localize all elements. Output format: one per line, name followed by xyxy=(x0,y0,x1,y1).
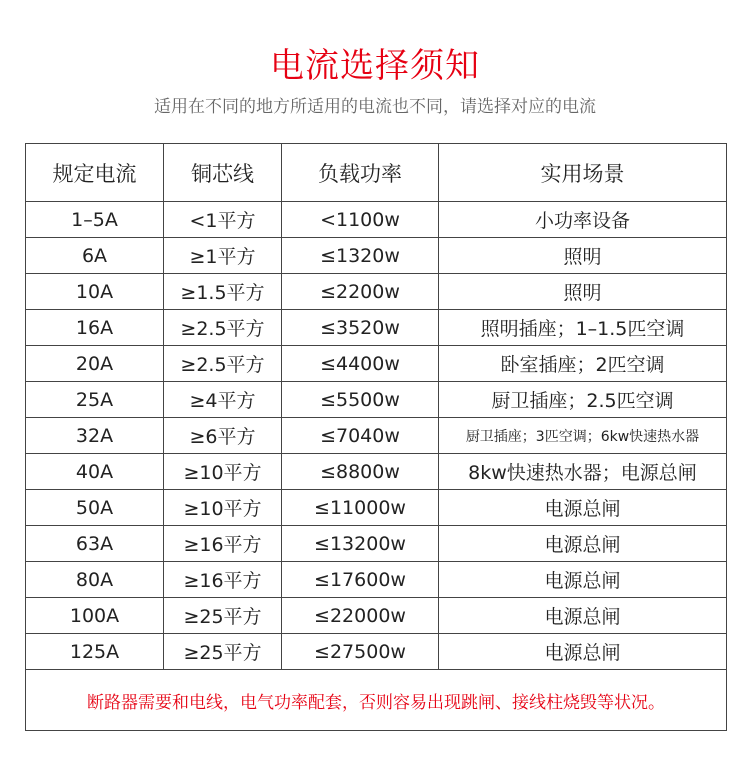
cell-current: 20A xyxy=(26,346,164,382)
table-row xyxy=(26,346,727,382)
cell-current: 6A xyxy=(26,238,164,274)
header-load-power: 负载功率 xyxy=(282,144,439,202)
cell-power: ≤8800w xyxy=(282,454,439,490)
cell-scene: 小功率设备 xyxy=(439,202,727,238)
cell-wire: <1平方 xyxy=(164,202,282,238)
table-note: 断路器需要和电线，电气功率配套，否则容易出现跳闸、接线柱烧毁等状况。 xyxy=(26,670,727,731)
cell-wire: ≥1平方 xyxy=(164,238,282,274)
cell-power: ≤7040w xyxy=(282,418,439,454)
table-row xyxy=(26,202,727,238)
cell-scene: 电源总闸 xyxy=(439,598,727,634)
cell-wire: ≥1.5平方 xyxy=(164,274,282,310)
cell-current: 40A xyxy=(26,454,164,490)
cell-scene: 8kw快速热水器；电源总闸 xyxy=(439,454,727,490)
cell-current: 1–5A xyxy=(26,202,164,238)
table-note-row xyxy=(26,670,727,731)
cell-scene: 电源总闸 xyxy=(439,562,727,598)
cell-wire: ≥25平方 xyxy=(164,634,282,670)
cell-current: 32A xyxy=(26,418,164,454)
page-subtitle: 适用在不同的地方所适用的电流也不同，请选择对应的电流 xyxy=(154,97,596,117)
cell-scene: 厨卫插座；2.5匹空调 xyxy=(439,382,727,418)
cell-current: 50A xyxy=(26,490,164,526)
cell-power: ≤2200w xyxy=(282,274,439,310)
cell-current: 80A xyxy=(26,562,164,598)
cell-power: ≤3520w xyxy=(282,310,439,346)
table-row xyxy=(26,454,727,490)
cell-scene: 照明 xyxy=(439,274,727,310)
table-row xyxy=(26,382,727,418)
table-row xyxy=(26,238,727,274)
cell-current: 16A xyxy=(26,310,164,346)
cell-wire: ≥2.5平方 xyxy=(164,310,282,346)
current-spec-table xyxy=(25,143,727,731)
page-title: 电流选择须知 xyxy=(270,46,480,86)
table-row xyxy=(26,274,727,310)
table-row xyxy=(26,490,727,526)
cell-power: ≤22000w xyxy=(282,598,439,634)
cell-power: ≤1320w xyxy=(282,238,439,274)
cell-wire: ≥6平方 xyxy=(164,418,282,454)
cell-power: ≤13200w xyxy=(282,526,439,562)
table-row xyxy=(26,634,727,670)
table-row xyxy=(26,310,727,346)
cell-current: 100A xyxy=(26,598,164,634)
cell-power: ≤17600w xyxy=(282,562,439,598)
header-usage-scene: 实用场景 xyxy=(439,144,727,202)
header-copper-wire: 铜芯线 xyxy=(164,144,282,202)
cell-scene: 电源总闸 xyxy=(439,634,727,670)
cell-current: 63A xyxy=(26,526,164,562)
cell-power: ≤4400w xyxy=(282,346,439,382)
cell-power: <1100w xyxy=(282,202,439,238)
header-rated-current: 规定电流 xyxy=(26,144,164,202)
table-row xyxy=(26,562,727,598)
cell-scene: 照明插座；1–1.5匹空调 xyxy=(439,310,727,346)
cell-wire: ≥16平方 xyxy=(164,526,282,562)
cell-power: ≤27500w xyxy=(282,634,439,670)
table-row xyxy=(26,418,727,454)
cell-wire: ≥10平方 xyxy=(164,490,282,526)
cell-current: 10A xyxy=(26,274,164,310)
cell-power: ≤11000w xyxy=(282,490,439,526)
cell-scene: 照明 xyxy=(439,238,727,274)
table-header-row xyxy=(26,144,727,202)
table-row xyxy=(26,526,727,562)
cell-wire: ≥10平方 xyxy=(164,454,282,490)
cell-wire: ≥25平方 xyxy=(164,598,282,634)
cell-wire: ≥16平方 xyxy=(164,562,282,598)
cell-power: ≤5500w xyxy=(282,382,439,418)
cell-wire: ≥4平方 xyxy=(164,382,282,418)
cell-scene: 电源总闸 xyxy=(439,526,727,562)
cell-current: 125A xyxy=(26,634,164,670)
table-row xyxy=(26,598,727,634)
cell-wire: ≥2.5平方 xyxy=(164,346,282,382)
cell-scene: 厨卫插座；3匹空调；6kw快速热水器 xyxy=(439,418,727,454)
cell-scene: 卧室插座；2匹空调 xyxy=(439,346,727,382)
cell-current: 25A xyxy=(26,382,164,418)
cell-scene: 电源总闸 xyxy=(439,490,727,526)
